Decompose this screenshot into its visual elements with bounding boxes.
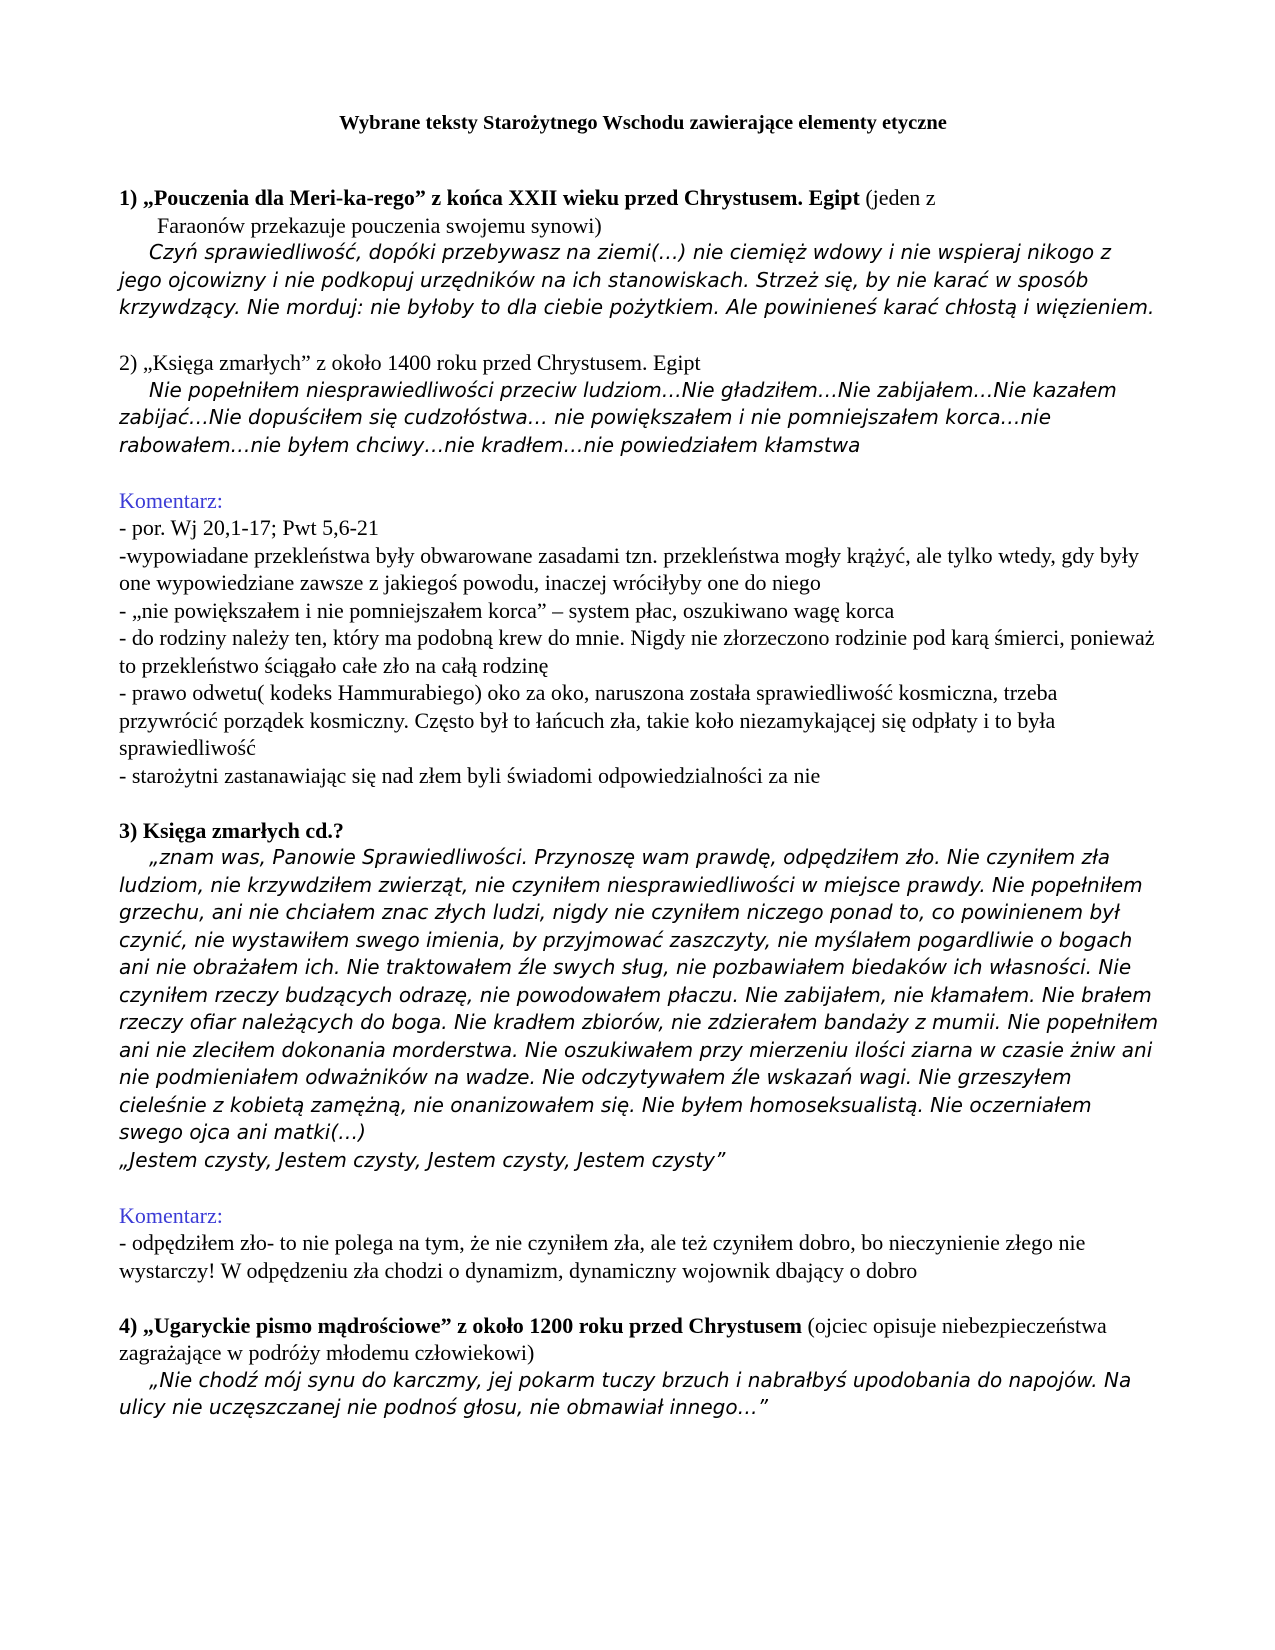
section-2-comment-6: - starożytni zastanawiając się nad złem byli świadomi odpowiedzialności za nie [119,762,821,788]
section-4-heading [119,1312,1159,1367]
section-3-quote-end: „Jestem czysty, Jestem czysty, Jestem czysty, Jestem czysty” [119,1147,726,1172]
section-3-komentarz-label: Komentarz: [119,1202,223,1228]
section-1-quote: Czyń sprawiedliwość, dopóki przebywasz na ziemi(…) nie ciemięż wdowy i nie wspieraj nikogo z jego ojcowizny i nie podkopuj urzędników na ich stanowiskach. Strzeż się, by nie karać w sposób krzywdzący. Nie morduj: nie byłoby to dla ciebie pożytkiem. Ale powinieneś karać chłostą i więzieniem. [119,240,1155,319]
section-2-comment-1: - por. Wj 20,1-17; Pwt 5,6-21 [119,515,379,540]
section-1-heading [119,184,1159,239]
section-3-comment: - odpędziłem zło- to nie polega na tym, że nie czyniłem zła, ale też czyniłem dobro, bo nieczynienie złego nie wystarczy! W odpędzeniu zła chodzi o dynamizm, dynamiczny wojownik dbający o dobro [119,1230,1086,1283]
section-2-komentarz-label: Komentarz: [119,487,223,513]
section-2-comment-3: - „nie powiększałem i nie pomniejszałem korca” – system płac, oszukiwano wagę korca [119,597,895,623]
section-2-heading: 2) „Księga zmarłych” z około 1400 roku przed Chrystusem. Egipt [119,350,701,375]
section-2-quote: Nie popełniłem niesprawiedliwości przeciw ludziom…Nie gładziłem…Nie zabijałem…Nie kazałem zabijać…Nie dopuściłem się cudzołóstwa… nie powiększałem i nie pomniejszałem korca…nie rabowałem…nie byłem chciwy…nie kradłem…nie powiedziałem kłamstwa [119,377,1117,457]
section-2-comment-2: -wypowiadane przekleństwa były obwarowane zasadami tzn. przekleństwa mogły krążyć, ale tylko wtedy, gdy były one wypowiedziane zawsze z jakiegoś powodu, inaczej wróciłyby one do niego [119,542,1140,595]
section-2-comment-5: - prawo odwetu( kodeks Hammurabiego) oko za oko, naruszona została sprawiedliwość kosmiczna, trzeba przywrócić porządek kosmiczny. Często był to łańcuch zła, takie koło niezamykającej się odpłaty i to była sprawiedliwość [119,680,1058,760]
section-4-heading-bold: 4) „Ugaryckie pismo mądrościowe” z około 1200 roku przed Chrystusem [119,1312,802,1338]
section-3-heading: 3) Księga zmarłych cd.? [119,817,344,843]
section-1-heading-rest-b: Faraonów przekazuje pouczenia swojemu synowi) [157,212,602,238]
section-3-quote: „znam was, Panowie Sprawiedliwości. Przynoszę wam prawdę, odpędziłem zło. Nie czyniłem zła ludziom, nie krzywdziłem zwierząt, nie czyniłem niesprawiedliwości w miejsce prawdy. Nie popełniłem grzechu, ani nie chciałem znac złych ludzi, nigdy nie czyniłem niczego ponad to, co powinienem był czynić, nie wystawiłem swego imienia, by przyjmować zaszczyty, nie myślałem pogardliwie o bogach ani nie obrażałem ich. Nie traktowałem źle swych sług, nie pozbawiałem biedaków ich własności. Nie czyniłem rzeczy budzących odrazę, nie powodowałem płaczu. Nie zabijałem, nie kłamałem. Nie brałem rzeczy ofiar należących do boga. Nie kradłem zbiorów, nie zdzierałem bandaży z mumii. Nie popełniłem ani nie zleciłem dokonania morderstwa. Nie oszukiwałem przy mierzeniu ilości ziarna w czasie żniw ani nie podmieniałem odważników na wadze. Nie odczytywałem źle wskazań wagi. Nie grzeszyłem cieleśnie z kobietą zamężną, nie onanizowałem się. Nie byłem homoseksualistą. Nie oczerniałem swego ojca ani matki(…) [119,845,1159,1144]
section-1-heading-bold: 1) „Pouczenia dla Meri-ka-rego” z końca XXII wieku przed Chrystusem. Egipt [119,185,860,210]
section-2-comment-4: - do rodziny należy ten, który ma podobną krew do mnie. Nigdy nie złorzeczono rodzinie pod karą śmierci, ponieważ to przekleństwo ściągało całe zło na całą rodzinę [119,625,1155,678]
section-4-heading-rest: (ojciec opisuje niebezpieczeństwa zagrażające w podróży młodemu człowiekowi) [119,1312,1107,1365]
document-page [119,110,1159,1422]
section-4-quote: „Nie chodź mój synu do karczmy, jej pokarm tuczy brzuch i nabrałbyś upodobania do napojów. Na ulicy nie uczęszczanej nie podnoś głosu, nie obmawiał innego…” [119,1367,1132,1419]
section-1-heading-rest-a: (jeden z [859,185,936,210]
document-title: Wybrane teksty Starożytnego Wschodu zawierające elementy etyczne [339,112,947,134]
